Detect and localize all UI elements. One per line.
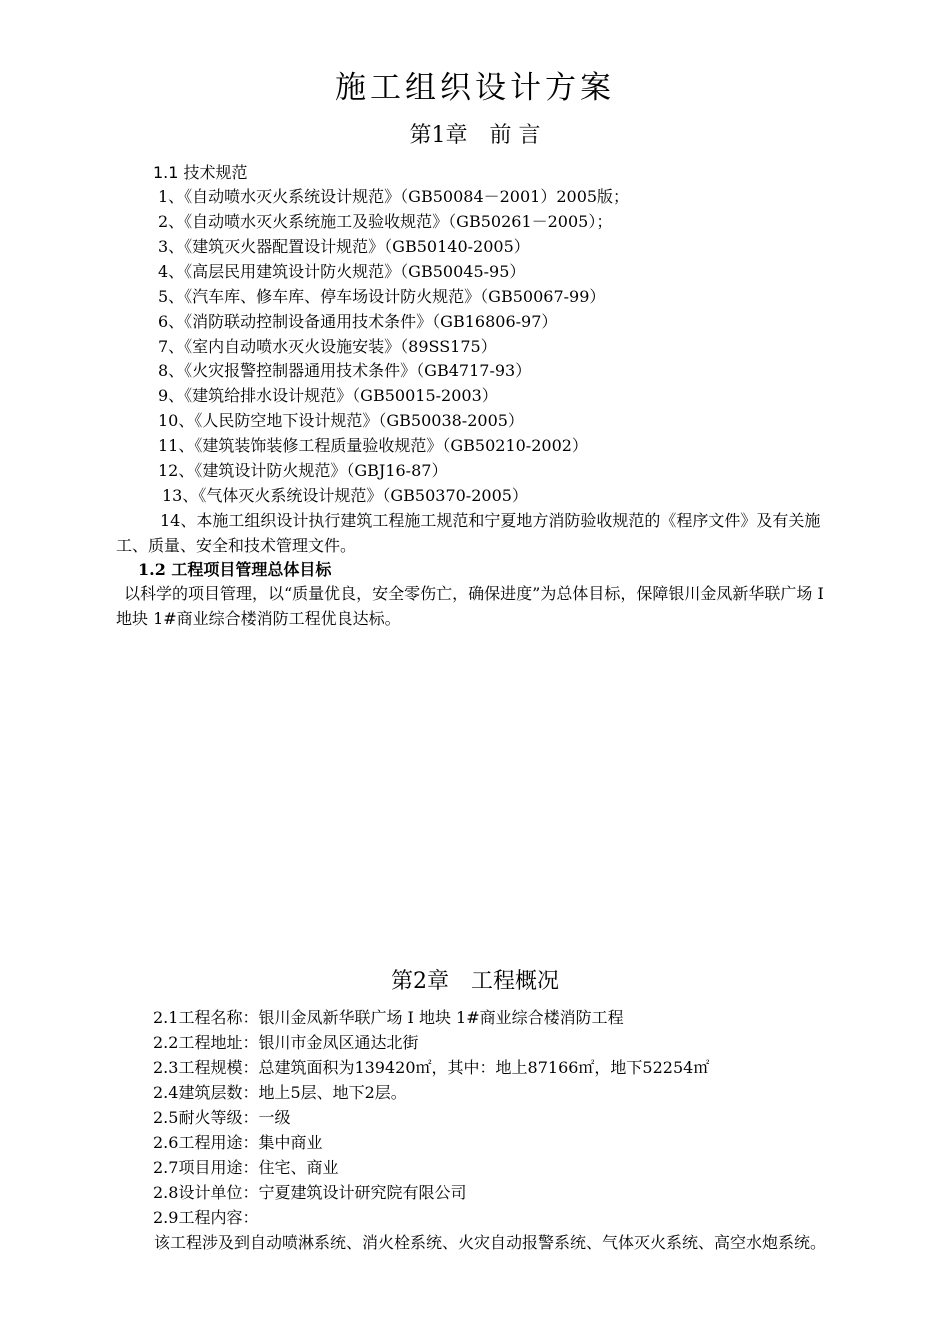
- project-info-item: 2.2工程地址：银川市金凤区通达北街: [153, 1033, 419, 1052]
- reference-item: 10、《人民防空地下设计规范》（GB50038-2005）: [158, 411, 524, 430]
- project-info-item: 2.7项目用途：住宅、商业: [153, 1158, 339, 1177]
- reference-item: 9、《建筑给排水设计规范》（GB50015-2003）: [158, 386, 498, 405]
- reference-item: 6、《消防联动控制设备通用技术条件》（GB16806-97）: [158, 312, 558, 331]
- project-content-paragraph: 该工程涉及到自动喷淋系统、消火栓系统、火灾自动报警系统、气体灭火系统、高空水炮系统。: [154, 1233, 827, 1252]
- project-info-item: 2.5耐火等级：一级: [153, 1108, 291, 1127]
- reference-item: 11、《建筑装饰装修工程质量验收规范》（GB50210-2002）: [158, 436, 588, 455]
- section-1-1-title: 1.1 技术规范: [153, 163, 248, 182]
- project-info-item: 2.4建筑层数：地上5层、地下2层。: [153, 1083, 407, 1102]
- project-info-item: 2.9工程内容：: [153, 1208, 259, 1227]
- chapter-2-heading: 第2章 工程概况: [391, 969, 559, 994]
- project-goal-paragraph: 以科学的项目管理，以“质量优良，安全零伤亡，确保进度”为总体目标，保障银川金凤新华联广场 I 地块 1#商业综合楼消防工程优良达标。: [116, 584, 824, 628]
- reference-item: 12、《建筑设计防火规范》（GBJ16-87）: [158, 461, 448, 480]
- reference-item: 7、《室内自动喷水灭火设施安装》（89SS175）: [158, 337, 497, 356]
- project-info-item: 2.6工程用途：集中商业: [153, 1133, 323, 1152]
- reference-item: 5、《汽车库、修车库、停车场设计防火规范》（GB50067-99）: [158, 287, 606, 306]
- reference-item: 8、《火灾报警控制器通用技术条件》（GB4717-93）: [158, 361, 532, 380]
- reference-item-14: 14、本施工组织设计执行建筑工程施工规范和宁夏地方消防验收规范的《程序文件》及有关施工、质量、安全和技术管理文件。: [116, 511, 821, 555]
- document-title: 施工组织设计方案: [335, 70, 615, 106]
- chapter-1-heading: 第1章 前 言: [409, 123, 541, 148]
- reference-item: 1、《自动喷水灭火系统设计规范》（GB50084－2001）2005版；: [158, 187, 630, 206]
- reference-item: 13、《气体灭火系统设计规范》（GB50370-2005）: [162, 486, 528, 505]
- project-info-item: 2.3工程规模：总建筑面积为139420㎡，其中：地上87166㎡，地下52254㎡: [153, 1058, 710, 1077]
- project-info-item: 2.8设计单位：宁夏建筑设计研究院有限公司: [153, 1183, 467, 1202]
- reference-item: 2、《自动喷水灭火系统施工及验收规范》（GB50261－2005）；: [158, 212, 613, 231]
- project-info-item: 2.1工程名称：银川金凤新华联广场 I 地块 1#商业综合楼消防工程: [153, 1008, 624, 1027]
- reference-item: 3、《建筑灭火器配置设计规范》（GB50140-2005）: [158, 237, 530, 256]
- section-1-2-title: 1.2 工程项目管理总体目标: [138, 560, 332, 579]
- reference-item: 4、《高层民用建筑设计防火规范》（GB50045-95）: [158, 262, 526, 281]
